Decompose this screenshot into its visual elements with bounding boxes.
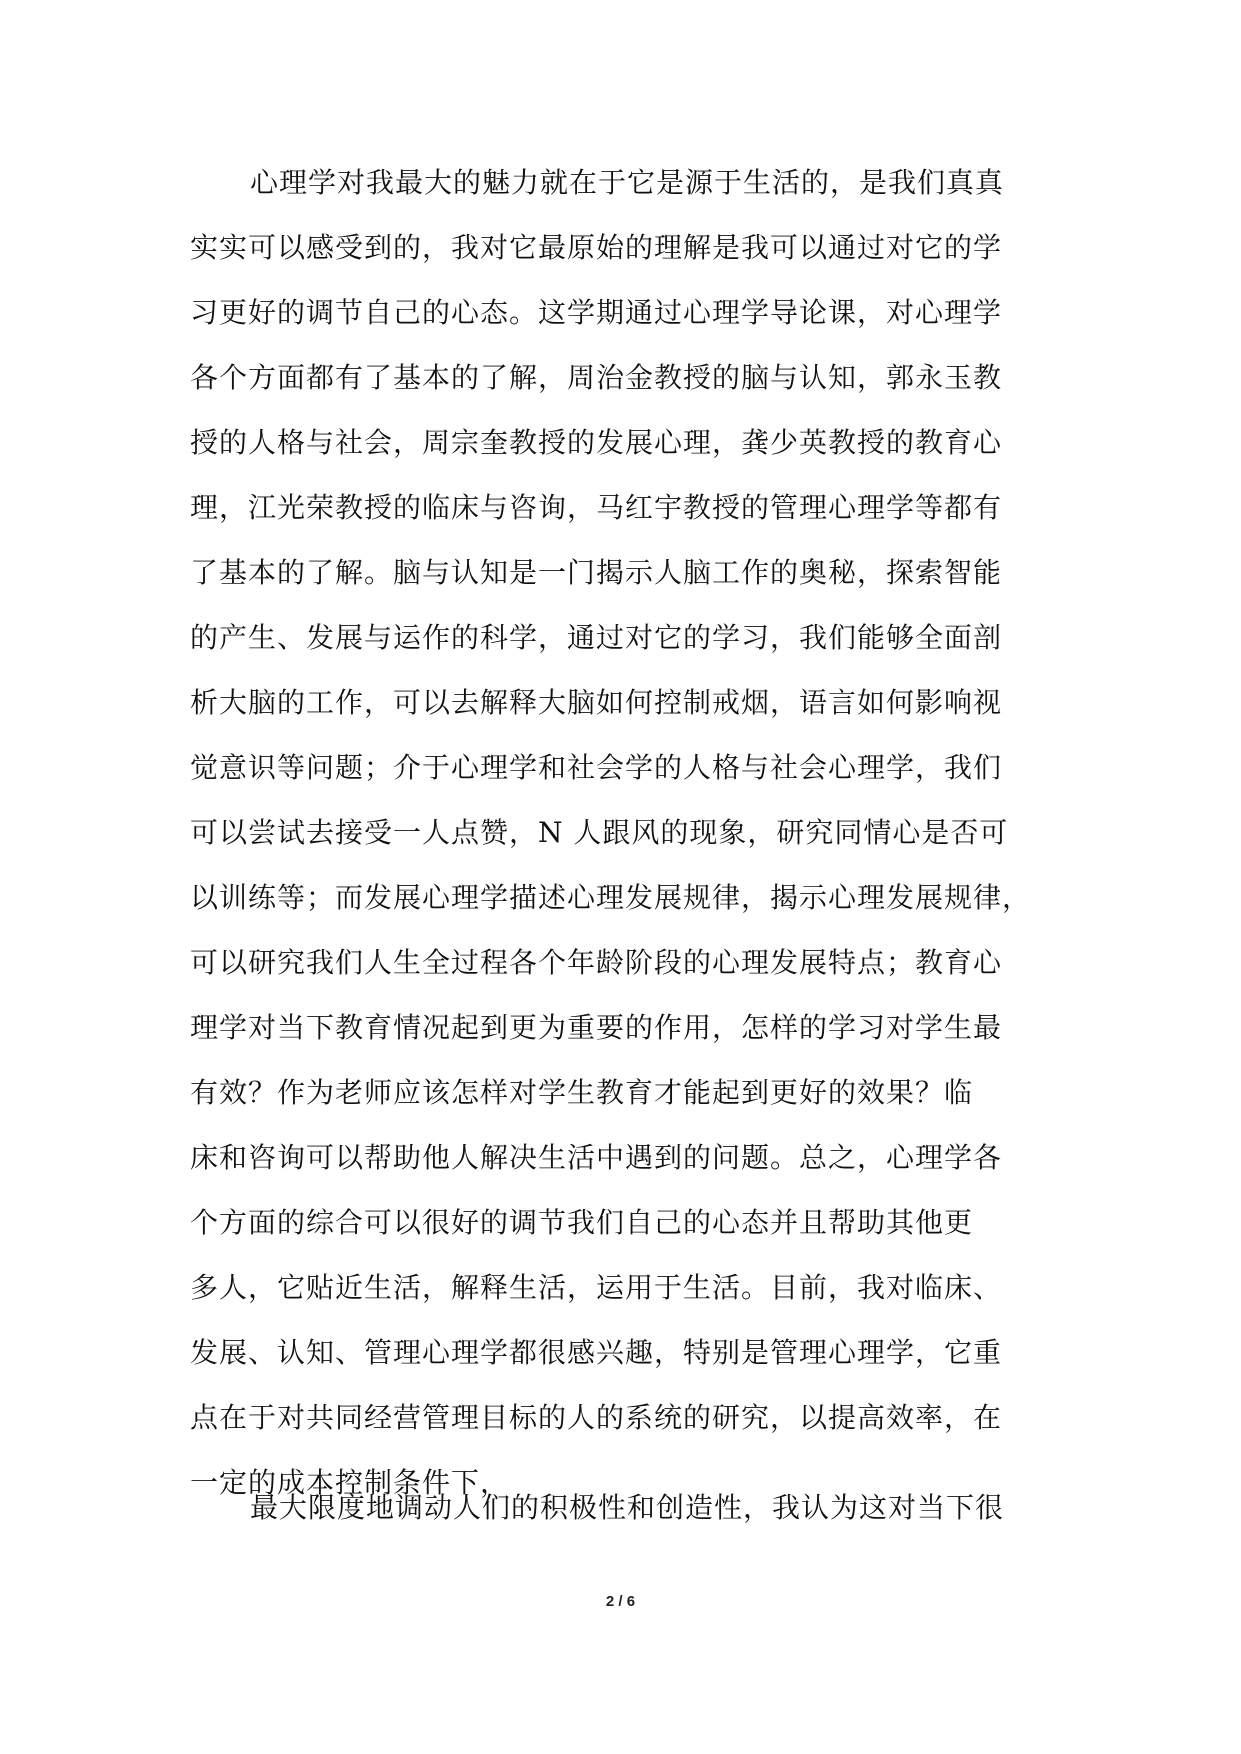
text-line: 个方面的综合可以很好的调节我们自己的心态并且帮助其他更	[190, 1206, 974, 1239]
page-number: 2 / 6	[605, 1593, 636, 1610]
text-line: 床和咨询可以帮助他人解决生活中遇到的问题。总之，心理学各	[190, 1141, 1003, 1174]
text-line: 觉意识等问题；介于心理学和社会学的人格与社会心理学，我们	[190, 751, 1003, 784]
text-line: 以训练等；而发展心理学描述心理发展规律，揭示心理发展规律，	[190, 881, 1032, 914]
text-line: 了基本的了解。脑与认知是一门揭示人脑工作的奥秘，探索智能	[190, 556, 1003, 589]
text-line: 最大限度地调动人们的积极性和创造性，我认为这对当下很	[250, 1491, 1005, 1524]
paragraph-1	[190, 150, 1050, 1515]
text-line: 的产生、发展与运作的科学，通过对它的学习，我们能够全面剖	[190, 621, 1003, 654]
text-line: 点在于对共同经营管理目标的人的系统的研究，以提高效率，在	[190, 1401, 1003, 1434]
text-line: 析大脑的工作，可以去解释大脑如何控制戒烟，语言如何影响视	[190, 686, 1003, 719]
text-line: 习更好的调节自己的心态。这学期通过心理学导论课，对心理学	[190, 296, 1003, 329]
text-line: 理，江光荣教授的临床与咨询，马红宇教授的管理心理学等都有	[190, 491, 1003, 524]
text-line: 心理学对我最大的魅力就在于它是源于生活的，是我们真真	[250, 166, 1005, 199]
text-line: 多人，它贴近生活，解释生活，运用于生活。目前，我对临床、	[190, 1271, 1003, 1304]
text-line: 发展、认知、管理心理学都很感兴趣，特别是管理心理学，它重	[190, 1336, 1003, 1369]
text-line: 理学对当下教育情况起到更为重要的作用，怎样的学习对学生最	[190, 1011, 1003, 1044]
text-line: 各个方面都有了基本的了解，周治金教授的脑与认知，郭永玉教	[190, 361, 1003, 394]
paragraph-2	[190, 1475, 1050, 1540]
text-line: 一定的成本控制条件下，	[190, 1466, 510, 1499]
text-line: 授的人格与社会，周宗奎教授的发展心理，龚少英教授的教育心	[190, 426, 1003, 459]
text-line: 可以尝试去接受一人点赞，N 人跟风的现象，研究同情心是否可	[190, 816, 1009, 849]
text-line: 有效？作为老师应该怎样对学生教育才能起到更好的效果？临	[190, 1076, 974, 1109]
text-line: 实实可以感受到的，我对它最原始的理解是我可以通过对它的学	[190, 231, 1003, 264]
text-line: 可以研究我们人生全过程各个年龄阶段的心理发展特点；教育心	[190, 946, 1003, 979]
